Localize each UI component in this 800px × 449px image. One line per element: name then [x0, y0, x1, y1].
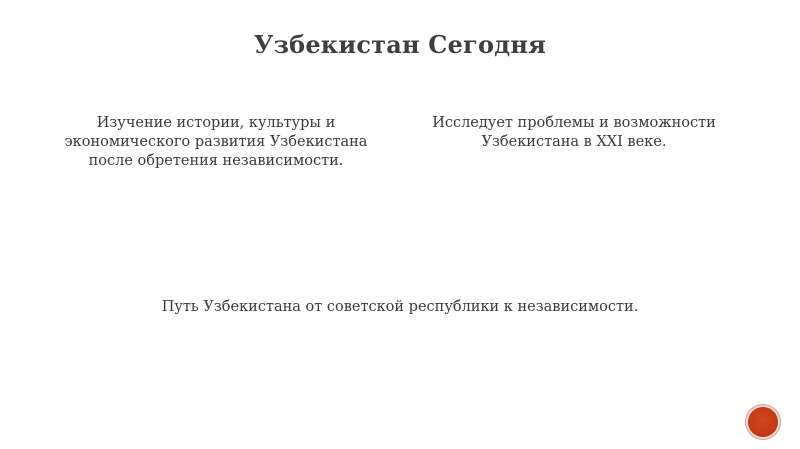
circle-nav-icon[interactable]	[748, 407, 778, 437]
left-text-block: Изучение истории, культуры и экономического развития Узбекистана после обретения независимости.	[64, 115, 368, 169]
right-text-block: Исследует проблемы и возможности Узбекистана в XXI веке.	[432, 115, 716, 150]
bottom-text-block: Путь Узбекистана от советской республики к независимости.	[161, 299, 639, 315]
slide-title: Узбекистан Сегодня	[253, 30, 547, 59]
